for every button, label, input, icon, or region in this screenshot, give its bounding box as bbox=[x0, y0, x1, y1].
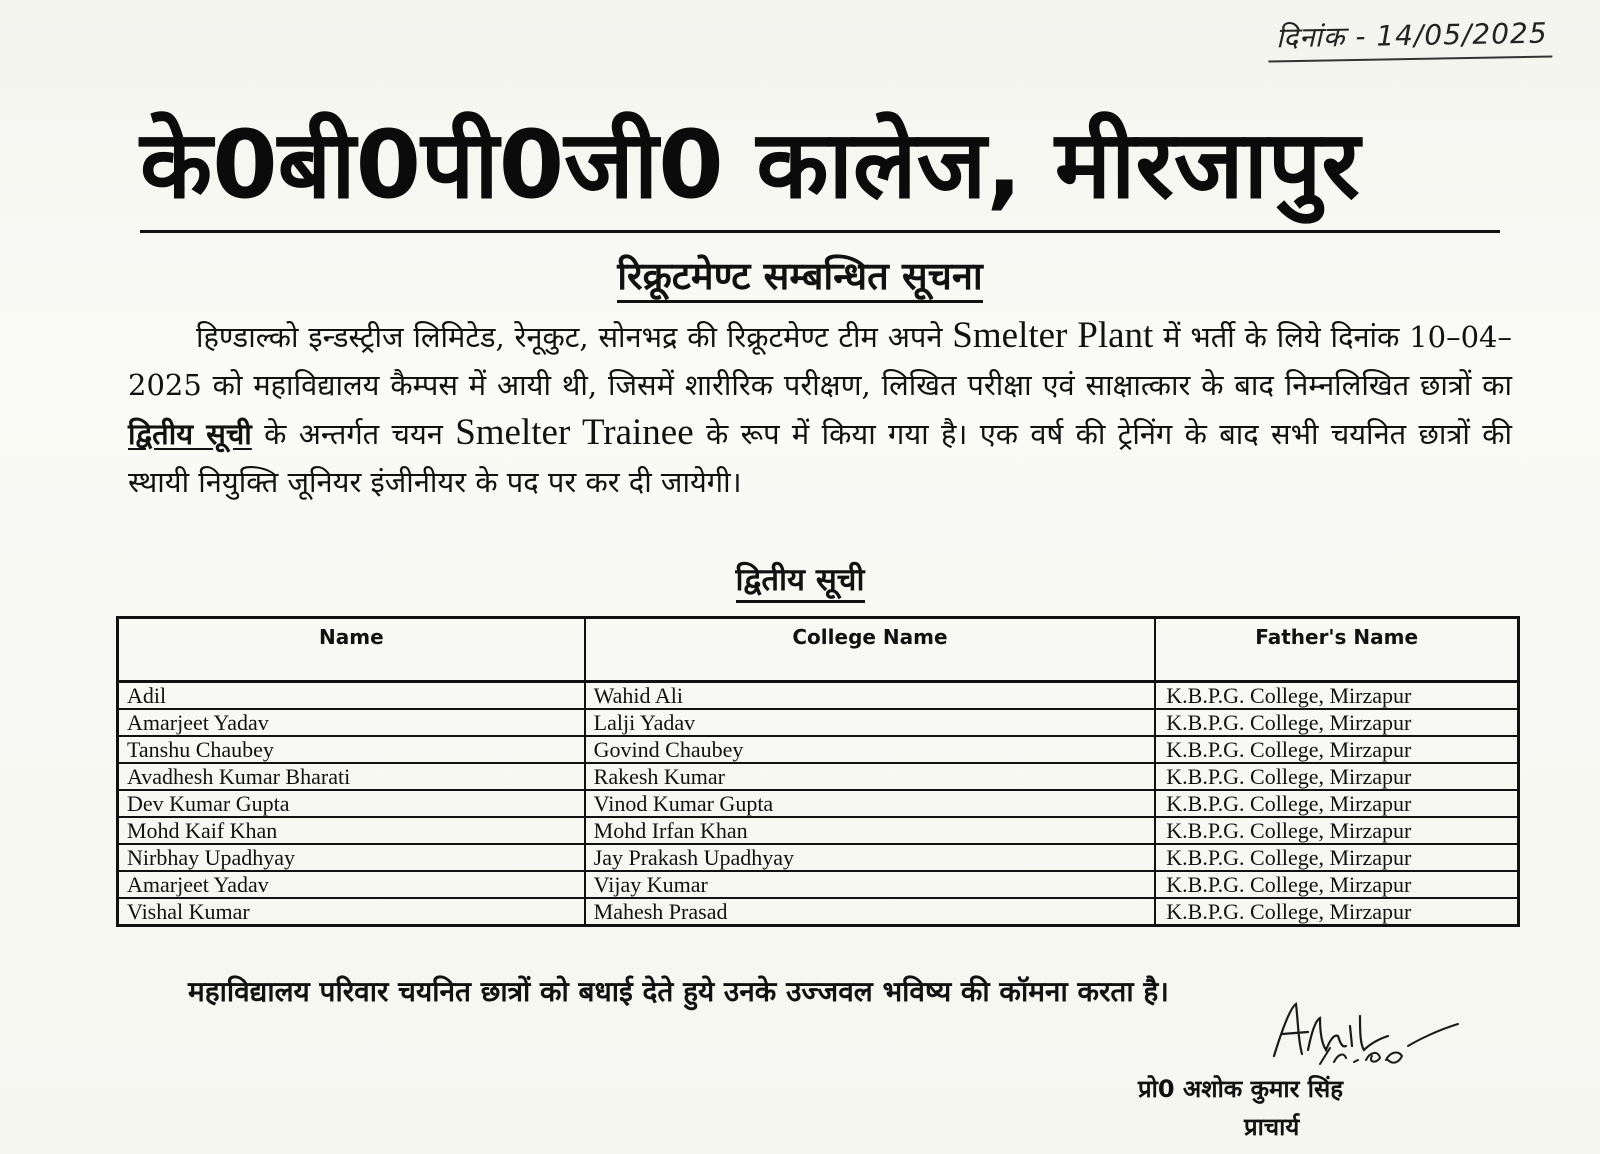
notice-heading-text: रिक्रूटमेण्ट सम्बन्धित सूचना bbox=[617, 254, 983, 303]
body-text-3: के अन्तर्गत चयन bbox=[251, 417, 456, 451]
cell-name: Amarjeet Yadav bbox=[118, 709, 585, 736]
table-row bbox=[118, 709, 1519, 736]
signatory-name: प्रो0 अशोक कुमार सिंह bbox=[1138, 1075, 1343, 1103]
table-row bbox=[118, 790, 1519, 817]
cell-father: K.B.P.G. College, Mirzapur bbox=[1155, 898, 1518, 926]
table-row bbox=[118, 817, 1519, 844]
cell-college: Rakesh Kumar bbox=[585, 763, 1156, 790]
cell-college: Vinod Kumar Gupta bbox=[585, 790, 1156, 817]
cell-name: Nirbhay Upadhyay bbox=[118, 844, 585, 871]
cell-name: Avadhesh Kumar Bharati bbox=[118, 763, 585, 790]
signatory-role: प्राचार्य bbox=[1244, 1113, 1300, 1141]
cell-name: Amarjeet Yadav bbox=[118, 871, 585, 898]
cell-father: K.B.P.G. College, Mirzapur bbox=[1155, 817, 1518, 844]
header-college-name: College Name bbox=[585, 618, 1156, 682]
cell-name: Mohd Kaif Khan bbox=[118, 817, 585, 844]
body-underlined: द्वितीय सूची bbox=[128, 417, 252, 451]
cell-college: Lalji Yadav bbox=[585, 709, 1156, 736]
cell-father: K.B.P.G. College, Mirzapur bbox=[1155, 871, 1518, 898]
handwritten-signature bbox=[1268, 1000, 1468, 1072]
cell-college: Vijay Kumar bbox=[585, 871, 1156, 898]
cell-college: Mahesh Prasad bbox=[585, 898, 1156, 926]
notice-heading bbox=[0, 252, 1600, 300]
table-row bbox=[118, 844, 1519, 871]
cell-college: Jay Prakash Upadhyay bbox=[585, 844, 1156, 871]
closing-line: महाविद्यालय परिवार चयनित छात्रों को बधाई देते हुये उनके उज्जवल भविष्य की कॉमना करता है। bbox=[188, 975, 1169, 1008]
cell-name: Adil bbox=[118, 682, 585, 710]
table-row bbox=[118, 682, 1519, 710]
body-english-2: Smelter Trainee bbox=[455, 412, 694, 453]
header-name: Name bbox=[118, 618, 585, 682]
cell-college: Wahid Ali bbox=[585, 682, 1156, 710]
cell-name: Dev Kumar Gupta bbox=[118, 790, 585, 817]
table-row bbox=[118, 898, 1519, 926]
table-row bbox=[118, 763, 1519, 790]
cell-father: K.B.P.G. College, Mirzapur bbox=[1155, 682, 1518, 710]
cell-college: Mohd Irfan Khan bbox=[585, 817, 1156, 844]
body-text-2: में भर्ती के लिये दिनांक 10–04–2025 को महाविद्यालय कैम्पस में आयी थी, जिसमें शारीरिक परीक्षण, लिखित परीक्षा एवं साक्षात्कार के बाद निम्नलिखित छात्रों का bbox=[128, 320, 1512, 402]
cell-name: Tanshu Chaubey bbox=[118, 736, 585, 763]
cell-father: K.B.P.G. College, Mirzapur bbox=[1155, 844, 1518, 871]
table-header-row bbox=[118, 618, 1519, 682]
table-row bbox=[118, 871, 1519, 898]
cell-name: Vishal Kumar bbox=[118, 898, 585, 926]
cell-father: K.B.P.G. College, Mirzapur bbox=[1155, 763, 1518, 790]
cell-father: K.B.P.G. College, Mirzapur bbox=[1155, 790, 1518, 817]
list-heading bbox=[0, 560, 1600, 600]
body-english-1: Smelter Plant bbox=[952, 315, 1154, 356]
college-title: के0बी0पी0जी0 कालेज, मीरजापुर bbox=[140, 108, 1500, 233]
cell-father: K.B.P.G. College, Mirzapur bbox=[1155, 736, 1518, 763]
cell-father: K.B.P.G. College, Mirzapur bbox=[1155, 709, 1518, 736]
table-row bbox=[118, 736, 1519, 763]
notice-body bbox=[128, 312, 1512, 506]
selection-table bbox=[116, 616, 1520, 927]
cell-college: Govind Chaubey bbox=[585, 736, 1156, 763]
body-text-1: हिण्डाल्को इन्डस्ट्रीज लिमिटेड, रेनूकुट, सोनभद्र की रिक्रूटमेण्ट टीम अपने bbox=[196, 320, 953, 354]
body-text-4: के रूप में किया गया है। एक वर्ष की ट्रेनिंग के बाद सभी चयनित छात्रों की स्थायी नियुक्ति जूनियर इंजीनीयर के पद पर कर दी जायेगी। bbox=[128, 417, 1512, 499]
document-date: दिनांक - 14/05/2025 bbox=[1268, 14, 1552, 63]
list-heading-text: द्वितीय सूची bbox=[736, 562, 865, 603]
header-fathers-name: Father's Name bbox=[1155, 618, 1518, 682]
